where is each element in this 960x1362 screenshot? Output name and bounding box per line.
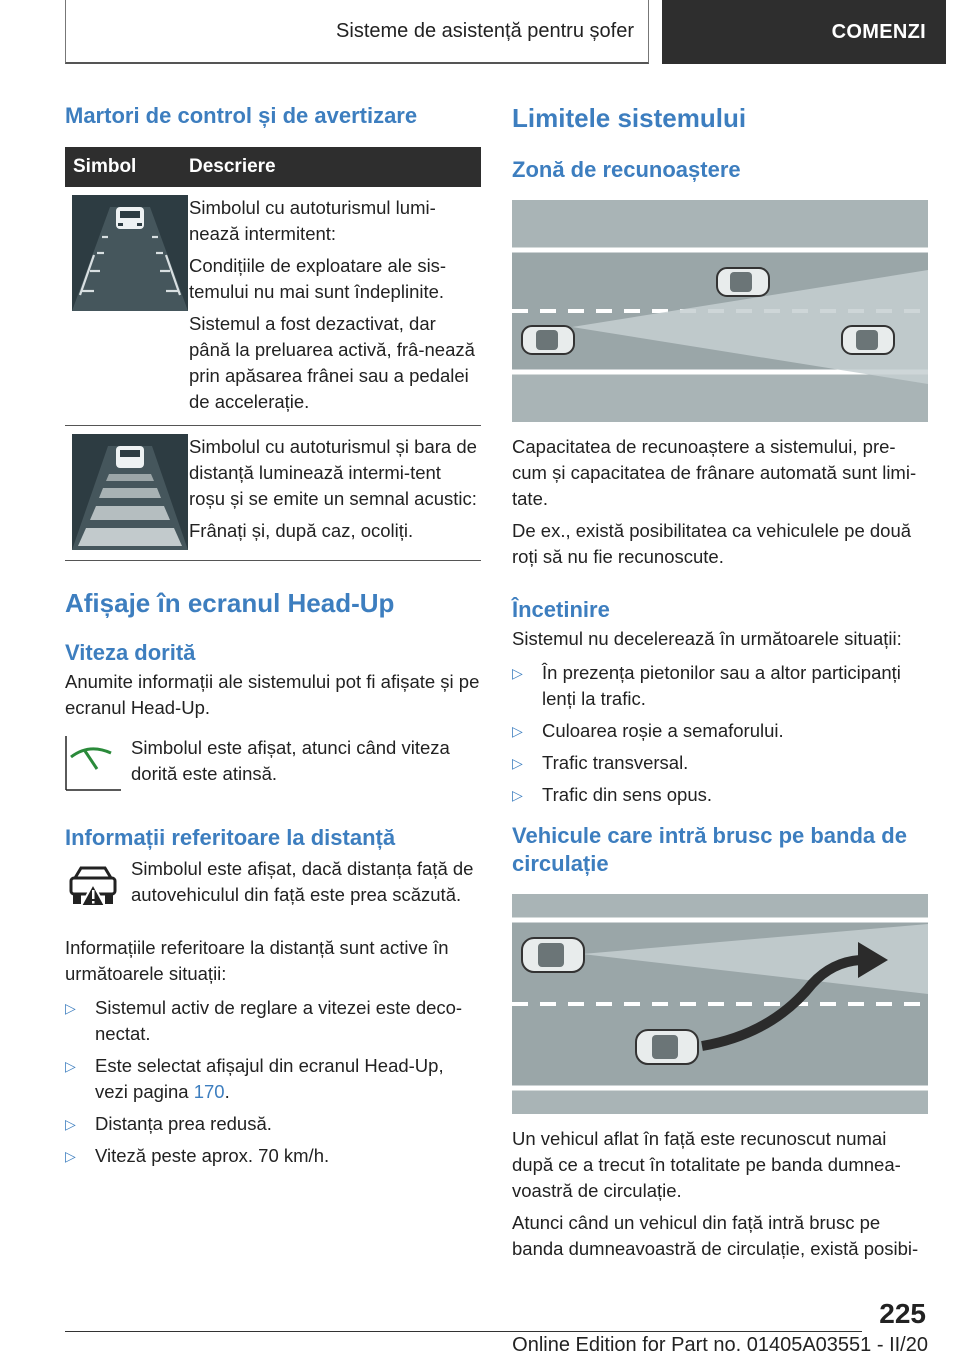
zona-paragraph-1: Capacitatea de recunoaștere a sistemului, pre-cum și capacitatea de frânare automată sunt limi-tate.: [512, 436, 917, 509]
row1-text-1: Simbolul cu autoturismul lumi-nează intermitent:: [189, 197, 436, 244]
distance-warning-icon: [65, 856, 121, 917]
page-number: 225: [879, 1298, 926, 1329]
incetinire-paragraph: Sistemul nu decelerează în următoarele situații:: [512, 628, 902, 649]
row1-text-2: Condițiile de exploatare ale sis-temului nu mai sunt îndeplinite.: [189, 255, 447, 302]
heading-zona: Zonă de recunoaștere: [512, 157, 741, 182]
viteza-icon-line: [65, 735, 481, 796]
list-item: ▷ Este selectat afișajul din ecranul Head-Up, vezi pagina 170.: [65, 1055, 444, 1102]
symbol-table: [65, 147, 481, 561]
left-column: [65, 102, 481, 1175]
info-paragraph: Informațiile referitoare la distanță sunt active în următoarele situații:: [65, 937, 449, 984]
info-list: [65, 995, 481, 1169]
cut-in-vehicle-figure: [512, 894, 928, 1114]
heading-afisaje: Afișaje în ecranul Head-Up: [65, 588, 395, 618]
page-link-170[interactable]: 170: [193, 1081, 225, 1102]
car-flashing-symbol: [72, 195, 188, 311]
list-item: ▷ Trafic transversal.: [512, 750, 928, 776]
col-header-description: Descriere: [189, 147, 481, 187]
target-speed-icon: [65, 735, 121, 796]
row2-text-2: Frânați și, după caz, ocoliți.: [189, 520, 414, 541]
vehicule-paragraph-1: Un vehicul aflat în față este recunoscut numai după ce a trecut în totalitate pe banda dumnea-voastră de circulație.: [512, 1128, 901, 1201]
right-column: [512, 102, 928, 1262]
triangle-bullet-icon: ▷: [65, 1000, 76, 1016]
row1-text-3: Sistemul a fost dezactivat, dar până la preluarea activă, frâ-nează prin apăsarea frânei sau a pedalei de accelerație.: [189, 313, 475, 412]
detection-zone-figure: [512, 200, 928, 422]
row2-text-1: Simbolul cu autoturismul și bara de distanță luminează intermi-tent roșu și se emite un semnal acustic:: [189, 436, 477, 509]
viteza-icon-text: Simbolul este afișat, atunci când viteza dorită este atinsă.: [131, 737, 450, 784]
triangle-bullet-icon: ▷: [65, 1148, 76, 1164]
heading-limite: Limitele sistemului: [512, 103, 747, 133]
heading-vehicule: Vehicule care intră brusc pe banda de circulație: [512, 823, 907, 876]
triangle-bullet-icon: ▷: [65, 1058, 76, 1074]
list-item: ▷ Viteză peste aprox. 70 km/h.: [65, 1143, 481, 1169]
running-header-section: Sisteme de asistență pentru șofer: [65, 0, 649, 64]
footer-edition: Online Edition for Part no. 01405A03551 - II/20: [512, 1334, 928, 1356]
triangle-bullet-icon: ▷: [512, 665, 523, 681]
triangle-bullet-icon: ▷: [65, 1116, 76, 1132]
zona-paragraph-2: De ex., există posibilitatea ca vehiculele pe două roți să nu fie recunoscute.: [512, 520, 912, 567]
col-header-symbol: Simbol: [65, 147, 189, 187]
triangle-bullet-icon: ▷: [512, 787, 523, 803]
car-distance-bar-symbol: [72, 434, 188, 550]
vehicule-paragraph-2: Atunci când un vehicul din față intră brusc pe banda dumneavoastră de circulație, există posibi-: [512, 1212, 919, 1259]
triangle-bullet-icon: ▷: [512, 755, 523, 771]
list-item: ▷ Sistemul activ de reglare a vitezei este deco-nectat.: [65, 997, 463, 1044]
footer-rule: [65, 1331, 862, 1332]
heading-martori: Martori de control și de avertizare: [65, 103, 418, 128]
running-header-chapter: COMENZI: [662, 0, 946, 64]
list-item: ▷ Trafic din sens opus.: [512, 782, 928, 808]
table-row: [65, 187, 481, 426]
list-item: ▷ Culoarea roșie a semaforului.: [512, 718, 928, 744]
list-item: ▷ În prezența pietonilor sau a altor participanți lenți la trafic.: [512, 662, 901, 709]
heading-info-distanta: Informații referitoare la distanță: [65, 825, 396, 850]
list-item: ▷ Distanța prea redusă.: [65, 1111, 481, 1137]
heading-viteza-dorita: Viteza dorită: [65, 640, 196, 665]
triangle-bullet-icon: ▷: [512, 723, 523, 739]
table-row: [65, 426, 481, 561]
viteza-paragraph: Anumite informații ale sistemului pot fi afișate și pe ecranul Head-Up.: [65, 671, 480, 718]
info-icon-text: Simbolul este afișat, dacă distanța față de autovehiculul din față este prea scăzută.: [131, 858, 474, 905]
heading-incetinire: Încetinire: [512, 597, 610, 622]
incetinire-list: [512, 660, 928, 808]
info-icon-line: [65, 856, 481, 917]
